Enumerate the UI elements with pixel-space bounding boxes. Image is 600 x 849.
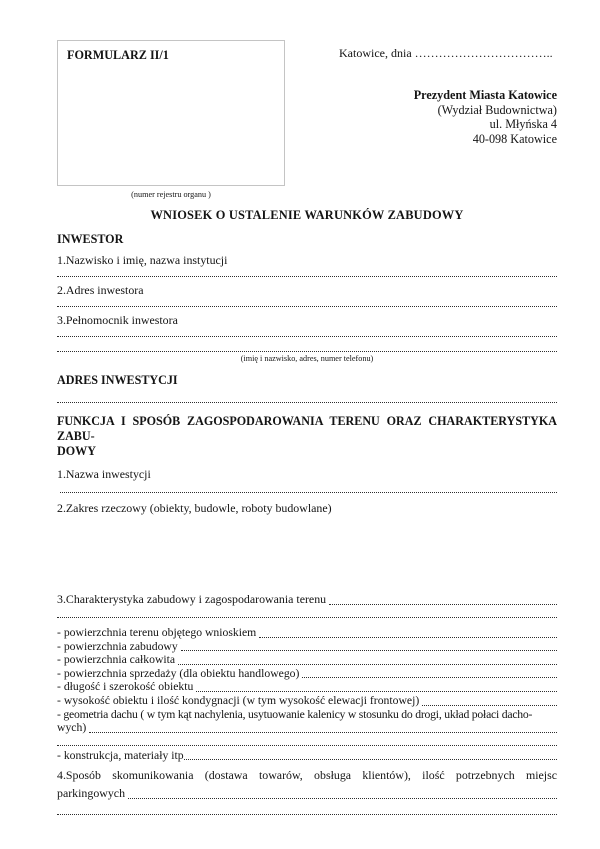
recipient-department: (Wydział Budownictwa)	[437, 102, 557, 117]
dot-leader	[329, 604, 557, 605]
dot-leader	[196, 691, 557, 692]
list-item-label: - powierzchnia sprzedaży (dla obiektu handlowego)	[57, 666, 300, 680]
investor-field-address: 2.Adres inwestora	[57, 283, 144, 297]
recipient-block	[339, 88, 557, 146]
characteristics-list	[57, 626, 557, 762]
dot-leader	[128, 798, 557, 799]
blank-write-in-area	[57, 516, 557, 592]
dot-leader	[302, 677, 557, 678]
section-heading-funkcja-line2: DOWY	[57, 444, 96, 458]
field-label: 3.Charakterystyka zabudowy i zagospodarowania terenu	[57, 592, 327, 606]
list-item	[57, 640, 557, 654]
function-field-charakterystyka	[57, 592, 557, 607]
function-field-nazwa: 1.Nazwa inwestycji	[57, 467, 151, 481]
register-number-box	[57, 40, 285, 186]
list-item-roof-line1: - geometria dachu ( w tym kąt nachylenia, usytuowanie kalenicy w stosunku do drogi, układ połaci dacho-	[57, 707, 533, 721]
list-item-label: - długość i szerokość obiektu	[57, 680, 194, 694]
list-item-construction	[57, 749, 557, 763]
fill-in-line	[57, 276, 557, 277]
function-field-komunikacja-line1: 4.Sposób skomunikowania (dostawa towarów, obsługa klientów), ilość potrzebnych miejsc	[57, 768, 557, 783]
recipient-name: Prezydent Miasta Katowice	[413, 88, 557, 102]
function-field-komunikacja-line2	[57, 786, 557, 801]
list-item-label: - powierzchnia terenu objętego wnioskiem	[57, 626, 257, 639]
field-label: parkingowych	[57, 786, 126, 801]
recipient-city: 40-098 Katowice	[472, 131, 557, 146]
section-heading-funkcja-line1: FUNKCJA I SPOSÓB ZAGOSPODAROWANIA TERENU ORAZ CHARAKTERYSTYKA ZABU-	[57, 414, 557, 443]
list-item	[57, 653, 557, 667]
list-item-roof-line2	[57, 721, 557, 735]
dot-leader	[178, 664, 557, 665]
list-item	[57, 626, 557, 640]
place-date-line: Katowice, dnia ……………………………..	[339, 46, 553, 60]
dot-leader	[184, 759, 557, 760]
header-right-column	[339, 40, 557, 146]
form-code: FORMULARZ II/1	[67, 48, 169, 62]
fill-in-line	[57, 745, 557, 746]
list-item	[57, 694, 557, 708]
section-heading-adres: ADRES INWESTYCJI	[57, 373, 178, 387]
proxy-caption: (imię i nazwisko, adres, numer telefonu)	[240, 354, 374, 363]
dot-leader	[89, 732, 557, 733]
investor-field-proxy: 3.Pełnomocnik inwestora	[57, 313, 178, 327]
fill-in-line	[57, 306, 557, 307]
list-item-label: - powierzchnia całkowita	[57, 653, 176, 667]
list-item	[57, 667, 557, 681]
list-item-label: wych)	[57, 721, 87, 735]
fill-in-line	[57, 336, 557, 337]
list-item-label: - wysokość obiektu i ilość kondygnacji (w tym wysokość elewacji frontowej)	[57, 693, 420, 707]
list-item-label: - powierzchnia zabudowy	[57, 639, 178, 653]
fill-in-line	[57, 351, 557, 352]
list-item-label: - konstrukcja, materiały itp	[57, 748, 184, 762]
dot-leader	[181, 650, 557, 651]
document-title: WNIOSEK O USTALENIE WARUNKÓW ZABUDOWY	[150, 208, 464, 222]
recipient-street: ul. Młyńska 4	[489, 117, 557, 132]
register-column	[57, 40, 285, 199]
dot-leader	[422, 705, 557, 706]
fill-in-line	[57, 814, 557, 815]
list-item	[57, 680, 557, 694]
investor-field-name: 1.Nazwisko i imię, nazwa instytucji	[57, 253, 228, 267]
section-heading-inwestor: INWESTOR	[57, 232, 124, 246]
fill-in-line	[57, 402, 557, 403]
register-caption: (numer rejestru organu )	[131, 190, 211, 199]
header	[57, 40, 557, 199]
function-field-zakres: 2.Zakres rzeczowy (obiekty, budowle, roboty budowlane)	[57, 501, 332, 515]
fill-in-line	[60, 492, 557, 493]
fill-in-line	[57, 617, 557, 618]
dot-leader	[259, 637, 557, 638]
